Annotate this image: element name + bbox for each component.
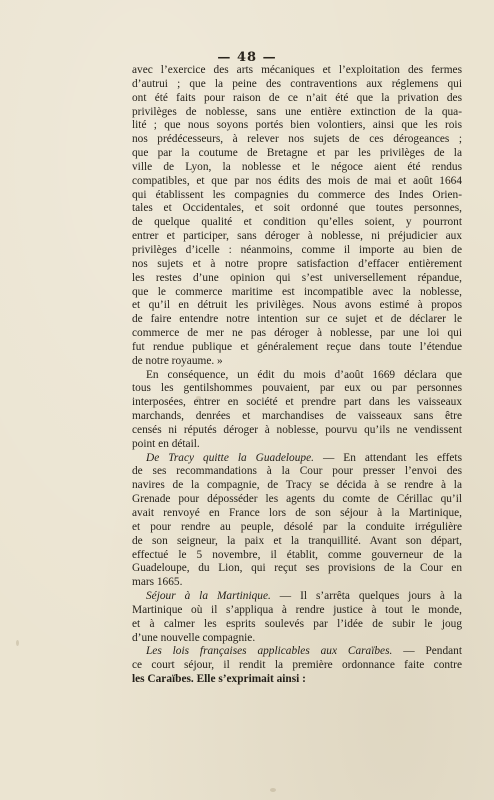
text-line: et qu’il en détruit les privilèges. Nous avons estimé à propos [132,299,462,312]
text-line: censés ni réputés déroger à noblesse, pourvu qu’ils ne vendissent [132,423,462,436]
page-stain [270,788,276,792]
text-line: privilèges de noblesse, sans une entière extinction de la qua- [132,105,462,118]
text-line: marchands, denrées et marchandises de vaisseaux sans être [132,410,462,423]
text-line: les Caraïbes. Elle s’exprimait ainsi : [132,673,306,686]
text-span: — En attendant les effets [313,451,462,464]
section-heading: De Tracy quitte la Guadeloupe. [146,451,314,464]
text-line: de notre royaume. » [132,354,223,367]
text-line: de son seigneur, la paix et la tranquillité. Avant son départ, [132,534,462,547]
text-line: nos prédécesseurs, à relever nos sujets de ces dérogeances ; [132,133,462,146]
text-line: d’une nouvelle compagnie. [132,631,256,644]
text-span: — Pendant [392,645,462,658]
paragraph-tracy-leaves-guadeloupe [132,452,462,590]
text-line: de ses recommandations à la Cour pour presser l’envoi des [132,465,462,478]
text-line: ce court séjour, il rendit la première ordonnance faite contre [132,659,462,672]
text-line: d’autrui ; que la peine des contraventions aux réglemens qui [132,77,462,90]
text-line: de quelque qualité et condition qu’elles soient, y pourront [132,216,462,229]
text-line: navires de la compagnie, de Tracy se décida à se rendre à la [132,479,462,492]
text-line: les restes d’une opinion qui s’est universellement répandue, [132,271,462,284]
paragraph-french-laws-caraibes [132,645,462,687]
text-line: avait renvoyé en France lors de son séjour à la Martinique, [132,507,462,519]
paragraph-stay-martinique [132,590,462,645]
text-line: de faire entendre notre intention sur ce sujet et de déclarer le [132,313,462,326]
paragraph-edict-1669 [132,369,462,452]
text-line: nos sujets et à notre propre satisfaction d’effacer entièrement [132,257,462,270]
text-line: En conséquence, un édit du mois d’août 1669 déclara que [146,368,462,381]
text-line: tales et Occidentales, et soit ordonné que toutes personnes, [132,202,462,215]
text-line: que le commerce maritime est incompatible avec la noblesse, [132,285,462,298]
text-line: fut rendue publique et généralement reçue dans toute l’étendue [132,340,462,353]
paragraph-letter-quote [132,64,462,369]
text-line: tous les gentilshommes pouvaient, par eux ou par personnes [132,382,462,395]
body-text [132,64,462,687]
text-line: avec l’exercice des arts mécaniques et l’exploitation des fermes [132,64,462,76]
text-line: compatibles, et que par nos édits des mois de mai et août 1664 [132,174,462,187]
text-line: mars 1665. [132,576,183,589]
text-line: ont été faits pour raison de ce n’ait été que la privation des [132,91,462,104]
text-line: effectué le 5 novembre, il établit, comme gouverneur de la [132,548,462,561]
text-line: Guadeloupe, du Lion, qui reçut ses provisions de la Cour en [132,562,462,575]
page-number: — 48 — [217,50,277,65]
text-line: Grenade pour déposséder les agents du comte de Cérillac qu’il [132,493,462,506]
text-line: privilèges d’icelle : néanmoins, comme il importe au bien de [132,243,462,256]
text-span: — Il s’arrêta quelques jours à la [270,590,462,603]
text-line: ville de Lyon, la noblesse et le négoce aient été rendus [132,160,462,173]
page-stain [16,640,19,646]
text-line: qui établissent les compagnies du commerce des Indes Orien- [132,188,462,201]
text-line [132,590,462,604]
text-line: point en détail. [132,437,200,450]
text-line: interposées, entrer en société et prendre part dans les vaisseaux [132,396,462,409]
text-line: commerce de mer ne pas déroger à noblesse, par une loi qui [132,327,462,340]
text-line [132,645,462,659]
text-line: entrer et participer, sans déroger à noblesse, ni préjudicier aux [132,230,462,243]
section-heading: Les lois françaises applicables aux Caraïbes. [146,645,393,658]
text-line: que par la coutume de Bretagne et par les privilèges de la [132,147,462,160]
text-line [132,452,462,466]
text-line: Martinique où il s’appliqua à rendre justice à tout le monde, [132,603,462,616]
text-line: et à calmer les esprits soulevés par l’idée de subir le joug [132,617,462,630]
text-line: et pour rendre au peuple, désolé par la conduite irrégulière [132,520,462,533]
text-line: lité ; que nous soyons portés bien volontiers, ainsi que les rois [132,119,462,132]
section-heading: Séjour à la Martinique. [146,590,271,603]
